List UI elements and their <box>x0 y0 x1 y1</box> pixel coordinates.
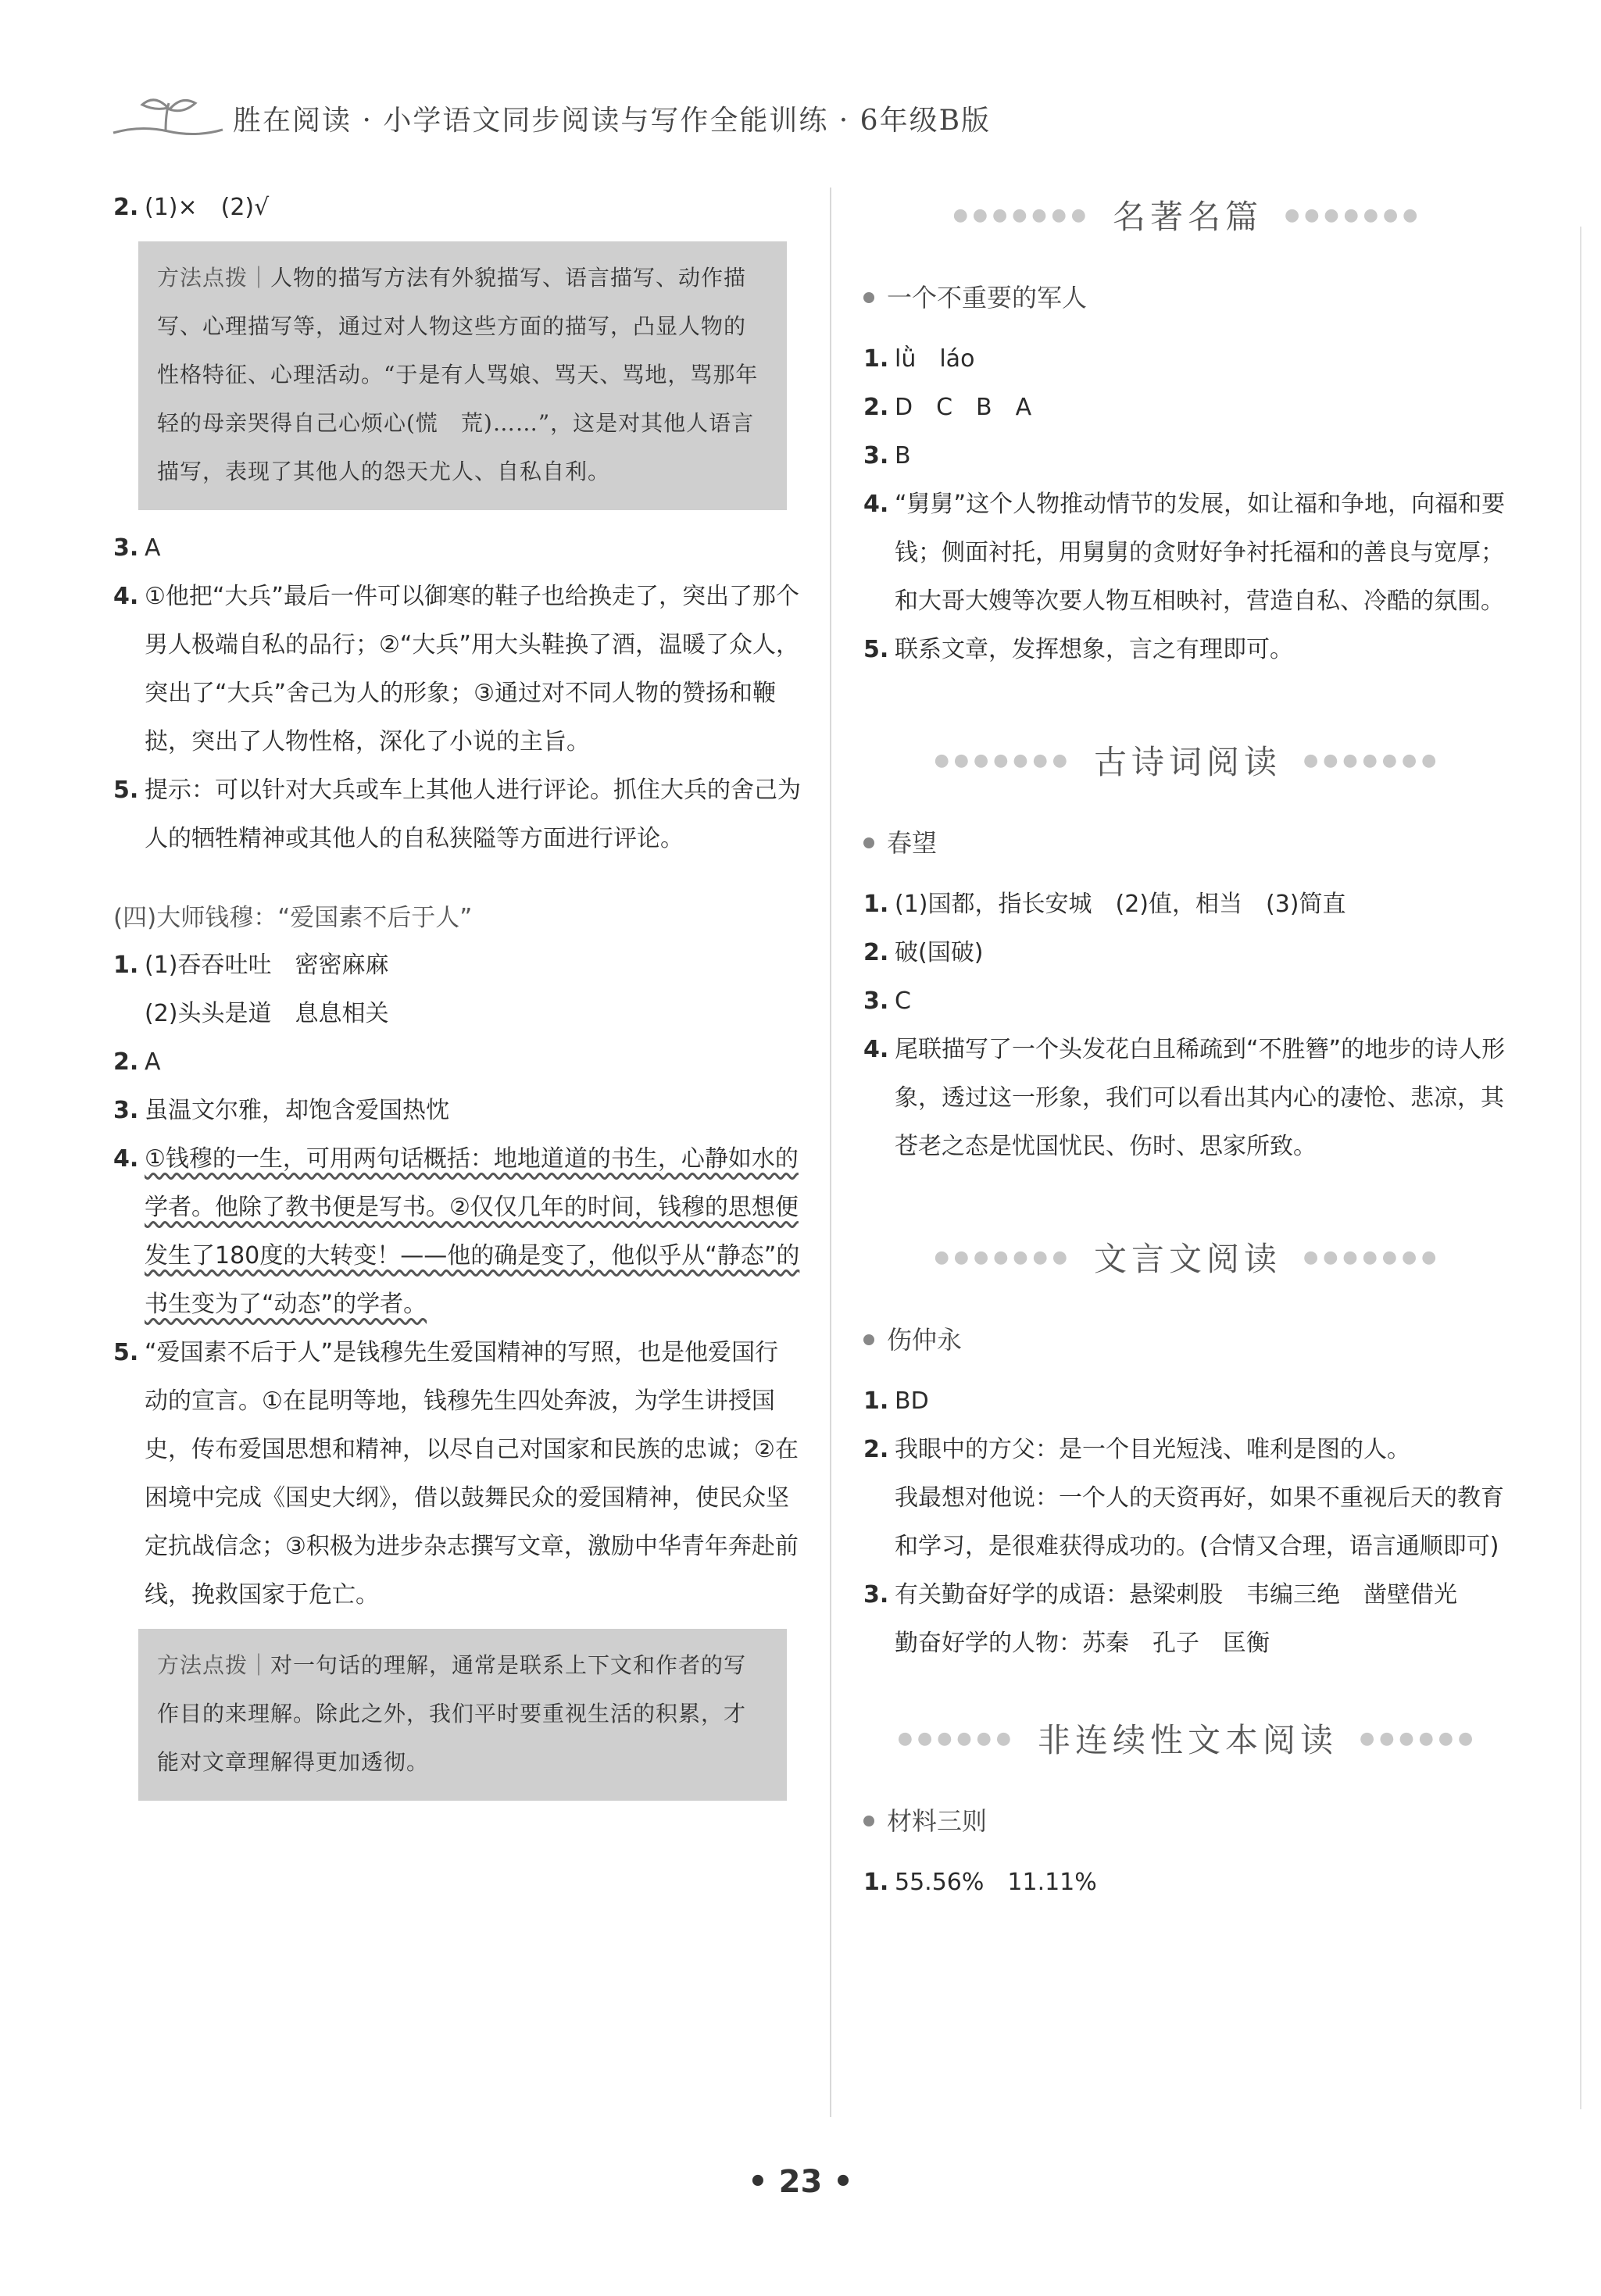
dots-decoration: ●●●●●●● <box>952 205 1091 225</box>
section-title: (四)大师钱穆：“爱国素不后于人” <box>113 904 473 932</box>
answer-text: “爱国素不后于人”是钱穆先生爱国精神的写照，也是他爱国行动的宣言。①在昆明等地，钱穆先生四处奔波，为学生讲授国史，传布爱国思想和精神，以尽自己对国家和民族的忠诚；②在困境中完成《国史大纲》，借以鼓舞民众的爱国精神，使民众坚定抗战信念；③积极为进步杂志撰写文章，激励中华青年奔赴前线，挽救国家于危亡。 <box>145 1339 799 1609</box>
answer-number: 2. <box>113 194 139 221</box>
header-title: 胜在阅读 · 小学语文同步阅读与写作全能训练 · 6年级B版 <box>233 105 992 137</box>
answer-subline: 勤奋好学的人物：苏秦 孔子 匡衡 <box>895 1630 1270 1657</box>
topic-heading <box>863 274 1512 321</box>
answer-number: 4. <box>113 1145 139 1173</box>
answer-item <box>113 941 801 990</box>
answer-text: 尾联描写了一个头发花白且稀疏到“不胜簪”的地步的诗人形象，透过这一形象，我们可以看出其内心的凄怆、悲凉，其苍老之态是忧国忧民、伤时、思家所致。 <box>895 1036 1506 1160</box>
answer-text: C <box>895 987 911 1015</box>
answer-text: 提示：可以针对大兵或车上其他人进行评论。抓住大兵的舍己为人的牺牲精神或其他人的自私狭隘等方面进行评论。 <box>145 777 801 852</box>
method-tip-box <box>138 241 787 510</box>
answer-number: 3. <box>113 534 139 562</box>
answer-item <box>863 1426 1512 1474</box>
answer-item <box>863 1377 1512 1426</box>
answer-item <box>863 626 1512 674</box>
answer-text: 55.56% 11.11% <box>895 1869 1097 1896</box>
right-column <box>863 184 1512 1907</box>
answer-item <box>863 1026 1512 1171</box>
answer-number: 1. <box>863 1869 889 1896</box>
left-column <box>113 184 801 1815</box>
section-banner <box>863 729 1512 791</box>
answer-number: 1. <box>113 952 139 979</box>
answer-subline: 我最想对他说：一个人的天资再好，如果不重视后天的教育和学习，是很难获得成功的。(合情又合理，语言通顺即可) <box>895 1484 1504 1560</box>
answer-item <box>113 1135 801 1329</box>
bullet-icon <box>863 837 874 848</box>
answer-text: (1)国都，指长安城 (2)值，相当 (3)简直 <box>895 891 1346 918</box>
answer-text: 有关勤奋好学的成语：悬梁刺股 韦编三绝 凿壁借光 <box>895 1581 1457 1609</box>
answer-item <box>863 432 1512 480</box>
dots-decoration: ●●●●●●● <box>1303 1247 1442 1267</box>
answer-text: A <box>145 534 161 562</box>
answer-number: 4. <box>863 491 889 518</box>
answer-item <box>113 573 801 766</box>
section-banner <box>863 1226 1512 1288</box>
method-tip-box <box>138 1629 787 1801</box>
dots-decoration: ●●●●●● <box>1360 1728 1478 1748</box>
answer-item <box>113 766 801 863</box>
answer-text-underlined: ①钱穆的一生，可用两句话概括：地地道道的书生，心静如水的学者。他除了教书便是写书。②仅仅几年的时间，钱穆的思想便发生了180度的大转变！——他的确是变了，他似乎从“静态”的书生变为了“动态”的学者。 <box>145 1145 800 1318</box>
answer-item <box>113 524 801 573</box>
answer-text: A <box>145 1048 161 1076</box>
tip-text: 对一句话的理解，通常是联系上下文和作者的写作目的来理解。除此之外，我们平时要重视生活的积累，才能对文章理解得更加透彻。 <box>157 1652 747 1775</box>
dots-decoration: ●●●●●●● <box>1285 205 1423 225</box>
answer-text: (1)吞吞吐吐 密密麻麻 <box>145 952 389 979</box>
answer-text: 破(国破) <box>895 939 984 966</box>
bullet-icon <box>863 1334 874 1345</box>
answer-number: 3. <box>113 1097 139 1124</box>
answer-item <box>863 1571 1512 1619</box>
answer-item <box>863 1859 1512 1907</box>
answer-text: “舅舅”这个人物推动情节的发展，如让福和争地，向福和要钱；侧面衬托，用舅舅的贪财好争衬托福和的善良与宽厚；和大哥大嫂等次要人物互相映衬，营造自私、冷酷的氛围。 <box>895 491 1506 615</box>
answer-text: D C B A <box>895 394 1032 421</box>
answer-text: ①他把“大兵”最后一件可以御寒的鞋子也给换走了，突出了那个男人极端自私的品行；②“大兵”用大头鞋换了酒，温暖了众人，突出了“大兵”舍己为人的形象；③通过对不同人物的赞扬和鞭挞，突出了人物性格，深化了小说的主旨。 <box>145 583 799 755</box>
topic-heading <box>863 819 1512 866</box>
answer-number: 5. <box>113 777 139 804</box>
answer-number: 2. <box>113 1048 139 1076</box>
answer-number: 3. <box>863 1581 889 1609</box>
answer-number: 1. <box>863 345 889 373</box>
answer-item <box>113 184 801 232</box>
answer-number: 4. <box>863 1036 889 1063</box>
answer-number: 5. <box>113 1339 139 1366</box>
answer-text: lǜ láo <box>895 345 975 373</box>
dots-decoration: ●●●●●●● <box>934 750 1072 770</box>
answer-number: 3. <box>863 442 889 470</box>
answer-item <box>113 1087 801 1135</box>
answer-number: 2. <box>863 939 889 966</box>
tip-text: 人物的描写方法有外貌描写、语言描写、动作描写、心理描写等，通过对人物这些方面的描写，凸显人物的性格特征、心理活动。“于是有人骂娘、骂天、骂地，骂那年轻的母亲哭得自己心烦心(慌 荒)……”，这是对其他人语言描写，表现了其他人的怨天尤人、自私自利。 <box>157 265 759 484</box>
answer-item <box>863 929 1512 977</box>
answer-text: 虽温文尔雅，却饱含爱国热忱 <box>145 1097 449 1124</box>
section-banner <box>863 184 1512 246</box>
banner-title: 文言文阅读 <box>1093 1240 1281 1278</box>
answer-text: 联系文章，发挥想象，言之有理即可。 <box>895 636 1293 663</box>
answer-number: 4. <box>113 583 139 610</box>
dots-decoration: ●●●●●● <box>897 1728 1016 1748</box>
dots-decoration: ●●●●●●● <box>934 1247 1072 1267</box>
answer-text: B <box>895 442 911 470</box>
page-number: • 23 • <box>748 2164 853 2200</box>
banner-title: 古诗词阅读 <box>1093 743 1281 781</box>
answer-number: 5. <box>863 636 889 663</box>
column-divider <box>830 187 831 2117</box>
answer-item <box>113 1329 801 1619</box>
answer-text: (1)× (2)√ <box>145 194 270 221</box>
section-banner <box>863 1707 1512 1769</box>
answer-item <box>863 977 1512 1026</box>
answer-subline: (2)头头是道 息息相关 <box>145 1000 389 1027</box>
topic-title: 材料三则 <box>887 1806 988 1836</box>
bullet-icon <box>863 292 874 303</box>
topic-title: 一个不重要的军人 <box>887 283 1088 312</box>
banner-title: 非连续性文本阅读 <box>1037 1721 1338 1759</box>
answer-item <box>863 880 1512 929</box>
dots-decoration: ●●●●●●● <box>1303 750 1442 770</box>
answer-item <box>113 1038 801 1087</box>
banner-title: 名著名篇 <box>1112 198 1263 236</box>
right-margin-line <box>1580 227 1581 2109</box>
answer-number: 2. <box>863 394 889 421</box>
tip-label: 方法点拨｜ <box>157 265 271 291</box>
answer-number: 2. <box>863 1436 889 1463</box>
answer-number: 1. <box>863 891 889 918</box>
topic-title: 伤仲永 <box>887 1325 963 1355</box>
topic-title: 春望 <box>887 828 938 858</box>
answer-number: 1. <box>863 1387 889 1415</box>
bullet-icon <box>863 1816 874 1826</box>
topic-heading <box>863 1798 1512 1844</box>
topic-heading <box>863 1316 1512 1363</box>
answer-number: 3. <box>863 987 889 1015</box>
answer-text: 我眼中的方父：是一个目光短浅、唯利是图的人。 <box>895 1436 1410 1463</box>
tip-label: 方法点拨｜ <box>157 1652 271 1678</box>
answer-item <box>863 335 1512 384</box>
answer-item <box>863 480 1512 626</box>
answer-item <box>863 384 1512 432</box>
page-header <box>109 87 1516 142</box>
answer-text: BD <box>895 1387 929 1415</box>
sprout-logo-icon <box>109 87 227 142</box>
